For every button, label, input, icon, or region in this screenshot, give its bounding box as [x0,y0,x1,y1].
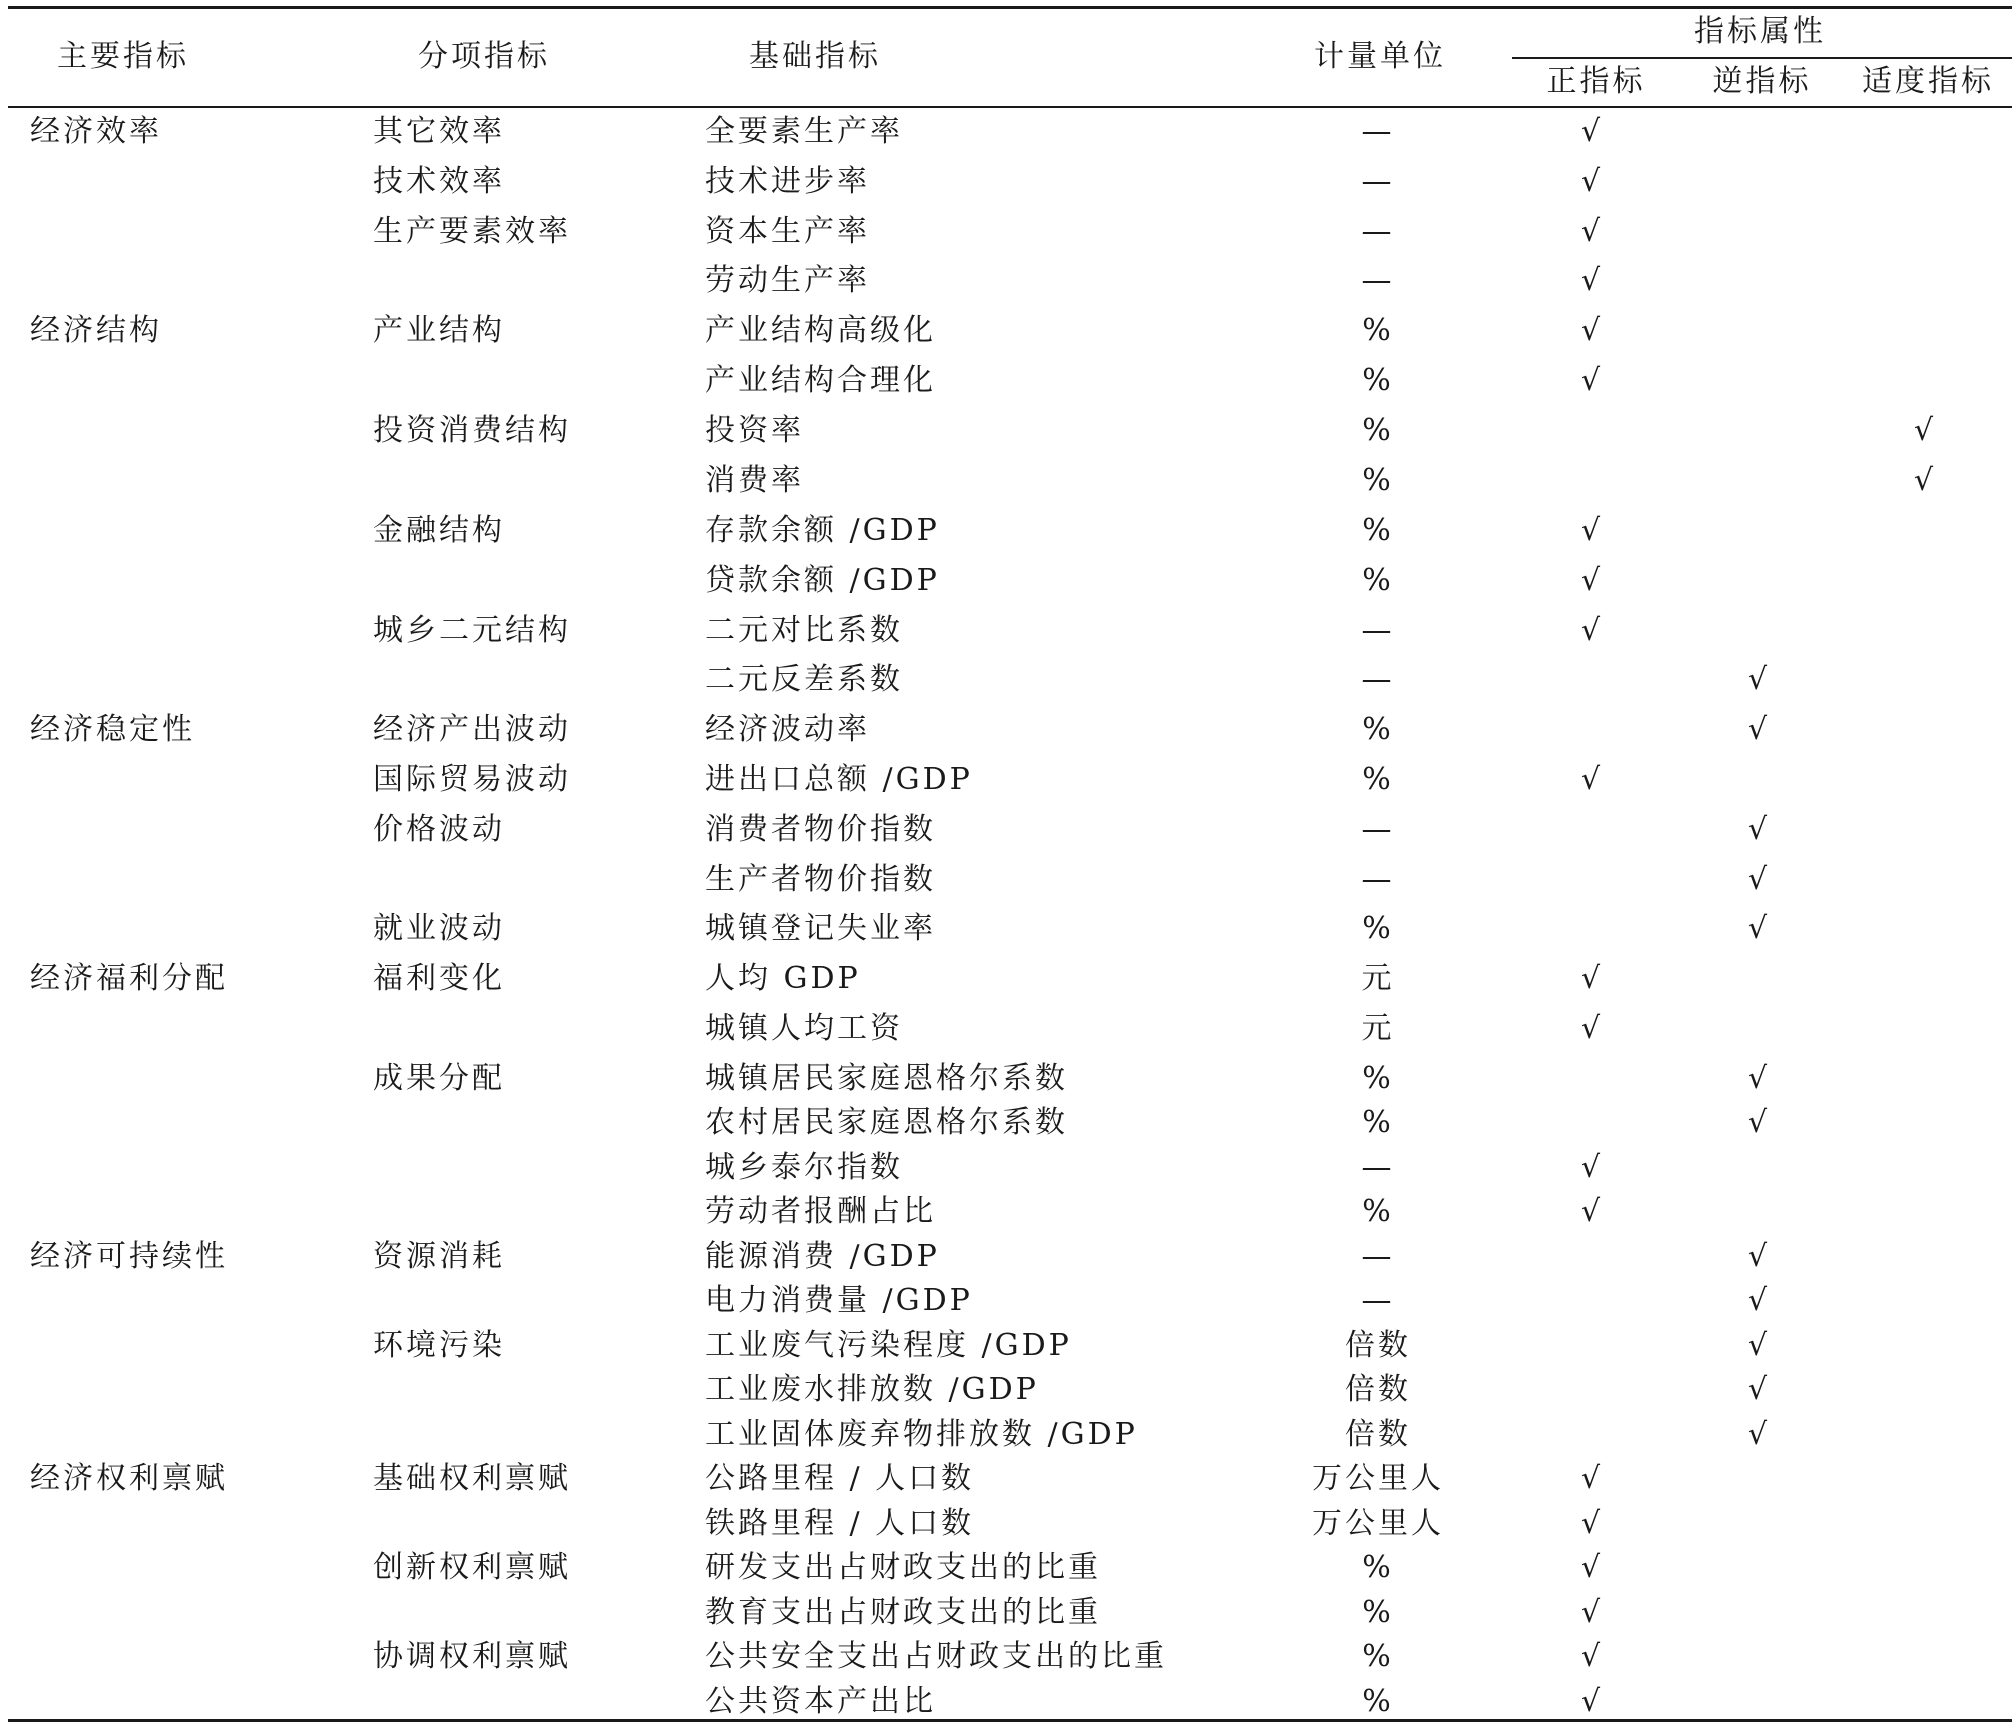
unit-cell: % [1362,1061,1394,1096]
check-mark-negative: √ [1747,812,1771,847]
unit-cell: 元 [1361,961,1395,996]
base-indicator-cell: 公路里程 / 人口数 [705,1461,975,1496]
base-indicator-cell: 劳动者报酬占比 [705,1194,936,1229]
base-indicator-cell: 城镇人均工资 [705,1011,903,1046]
header-positive: 正指标 [1546,64,1646,99]
base-indicator-cell: 资本生产率 [705,214,870,249]
base-indicator-cell: 全要素生产率 [705,114,903,149]
main-indicator-cell: 经济效率 [30,114,162,149]
main-indicator-cell: 经济结构 [30,313,162,348]
base-indicator-cell: 产业结构合理化 [705,363,936,398]
check-mark-negative: √ [1747,862,1771,897]
unit-cell: % [1362,513,1394,548]
check-mark-positive: √ [1580,762,1604,797]
check-mark-positive: √ [1580,114,1604,149]
check-mark-moderate: √ [1913,413,1937,448]
unit-cell: — [1361,812,1395,847]
sub-indicator-cell: 国际贸易波动 [373,762,571,797]
check-mark-positive: √ [1580,1595,1604,1630]
check-mark-positive: √ [1580,1150,1604,1185]
header-moderate: 适度指标 [1862,64,1994,99]
base-indicator-cell: 工业固体废弃物排放数 /GDP [705,1417,1138,1452]
unit-cell: % [1362,563,1394,598]
header-bottom-rule [8,106,2012,108]
check-mark-negative: √ [1747,1372,1771,1407]
unit-cell: % [1362,911,1394,946]
check-mark-positive: √ [1580,513,1604,548]
sub-indicator-cell: 成果分配 [373,1061,505,1096]
check-mark-positive: √ [1580,1011,1604,1046]
unit-cell: % [1362,463,1394,498]
unit-cell: — [1361,214,1395,249]
header-group-rule [1512,57,2012,59]
check-mark-negative: √ [1747,712,1771,747]
unit-cell: 元 [1361,1011,1395,1046]
header-unit: 计量单位 [1314,39,1446,74]
sub-indicator-cell: 福利变化 [373,961,505,996]
base-indicator-cell: 产业结构高级化 [705,313,936,348]
base-indicator-cell: 能源消费 /GDP [705,1239,940,1274]
header-base-indicator: 基础指标 [749,39,881,74]
check-mark-negative: √ [1747,911,1771,946]
check-mark-positive: √ [1580,263,1604,298]
check-mark-positive: √ [1580,1194,1604,1229]
base-indicator-cell: 铁路里程 / 人口数 [705,1506,975,1541]
unit-cell: % [1362,712,1394,747]
unit-cell: — [1361,662,1395,697]
unit-cell: % [1362,313,1394,348]
unit-cell: 万公里人 [1312,1506,1444,1541]
base-indicator-cell: 二元对比系数 [705,613,903,648]
check-mark-negative: √ [1747,1283,1771,1318]
table-bottom-rule [8,1719,2012,1722]
base-indicator-cell: 消费者物价指数 [705,812,936,847]
base-indicator-cell: 公共安全支出占财政支出的比重 [705,1639,1167,1674]
base-indicator-cell: 电力消费量 /GDP [705,1283,973,1318]
check-mark-negative: √ [1747,1105,1771,1140]
unit-cell: 万公里人 [1312,1461,1444,1496]
check-mark-positive: √ [1580,961,1604,996]
sub-indicator-cell: 其它效率 [373,114,505,149]
check-mark-positive: √ [1580,1639,1604,1674]
unit-cell: % [1362,363,1394,398]
sub-indicator-cell: 价格波动 [373,812,505,847]
check-mark-positive: √ [1580,1550,1604,1585]
header-negative: 逆指标 [1712,64,1812,99]
sub-indicator-cell: 技术效率 [373,164,505,199]
unit-cell: — [1361,613,1395,648]
base-indicator-cell: 城乡泰尔指数 [705,1150,903,1185]
base-indicator-cell: 技术进步率 [705,164,870,199]
sub-indicator-cell: 生产要素效率 [373,214,571,249]
header-main-indicator: 主要指标 [57,39,189,74]
main-indicator-cell: 经济稳定性 [30,712,195,747]
base-indicator-cell: 工业废气污染程度 /GDP [705,1328,1072,1363]
base-indicator-cell: 研发支出占财政支出的比重 [705,1550,1101,1585]
check-mark-negative: √ [1747,1417,1771,1452]
sub-indicator-cell: 产业结构 [373,313,505,348]
base-indicator-cell: 二元反差系数 [705,662,903,697]
base-indicator-cell: 生产者物价指数 [705,862,936,897]
base-indicator-cell: 进出口总额 /GDP [705,762,973,797]
check-mark-positive: √ [1580,1506,1604,1541]
check-mark-moderate: √ [1913,463,1937,498]
header-attribute-group: 指标属性 [1694,14,1826,49]
unit-cell: — [1361,114,1395,149]
sub-indicator-cell: 协调权利禀赋 [373,1639,571,1674]
unit-cell: % [1362,1105,1394,1140]
unit-cell: % [1362,413,1394,448]
sub-indicator-cell: 创新权利禀赋 [373,1550,571,1585]
unit-cell: — [1361,1150,1395,1185]
check-mark-positive: √ [1580,563,1604,598]
main-indicator-cell: 经济权利禀赋 [30,1461,228,1496]
base-indicator-cell: 贷款余额 /GDP [705,563,940,598]
base-indicator-cell: 经济波动率 [705,712,870,747]
base-indicator-cell: 城镇登记失业率 [705,911,936,946]
unit-cell: % [1362,1639,1394,1674]
sub-indicator-cell: 环境污染 [373,1328,505,1363]
sub-indicator-cell: 资源消耗 [373,1239,505,1274]
check-mark-positive: √ [1580,1684,1604,1719]
sub-indicator-cell: 城乡二元结构 [373,613,571,648]
base-indicator-cell: 投资率 [705,413,804,448]
check-mark-positive: √ [1580,214,1604,249]
check-mark-positive: √ [1580,164,1604,199]
base-indicator-cell: 教育支出占财政支出的比重 [705,1595,1101,1630]
unit-cell: % [1362,1595,1394,1630]
check-mark-negative: √ [1747,1061,1771,1096]
check-mark-positive: √ [1580,313,1604,348]
check-mark-negative: √ [1747,662,1771,697]
unit-cell: 倍数 [1345,1372,1411,1407]
sub-indicator-cell: 基础权利禀赋 [373,1461,571,1496]
unit-cell: 倍数 [1345,1417,1411,1452]
sub-indicator-cell: 金融结构 [373,513,505,548]
base-indicator-cell: 农村居民家庭恩格尔系数 [705,1105,1068,1140]
unit-cell: % [1362,1684,1394,1719]
base-indicator-cell: 劳动生产率 [705,263,870,298]
main-indicator-cell: 经济可持续性 [30,1239,228,1274]
base-indicator-cell: 工业废水排放数 /GDP [705,1372,1039,1407]
sub-indicator-cell: 经济产出波动 [373,712,571,747]
unit-cell: % [1362,1194,1394,1229]
table-top-rule [8,6,2012,9]
unit-cell: — [1361,164,1395,199]
unit-cell: % [1362,1550,1394,1585]
unit-cell: — [1361,1283,1395,1318]
sub-indicator-cell: 就业波动 [373,911,505,946]
unit-cell: % [1362,762,1394,797]
header-sub-indicator: 分项指标 [418,39,550,74]
check-mark-negative: √ [1747,1239,1771,1274]
check-mark-negative: √ [1747,1328,1771,1363]
check-mark-positive: √ [1580,613,1604,648]
base-indicator-cell: 公共资本产出比 [705,1684,936,1719]
base-indicator-cell: 人均 GDP [705,961,861,996]
base-indicator-cell: 消费率 [705,463,804,498]
unit-cell: — [1361,862,1395,897]
base-indicator-cell: 城镇居民家庭恩格尔系数 [705,1061,1068,1096]
unit-cell: — [1361,263,1395,298]
sub-indicator-cell: 投资消费结构 [373,413,571,448]
check-mark-positive: √ [1580,1461,1604,1496]
unit-cell: — [1361,1239,1395,1274]
check-mark-positive: √ [1580,363,1604,398]
base-indicator-cell: 存款余额 /GDP [705,513,940,548]
main-indicator-cell: 经济福利分配 [30,961,228,996]
unit-cell: 倍数 [1345,1328,1411,1363]
